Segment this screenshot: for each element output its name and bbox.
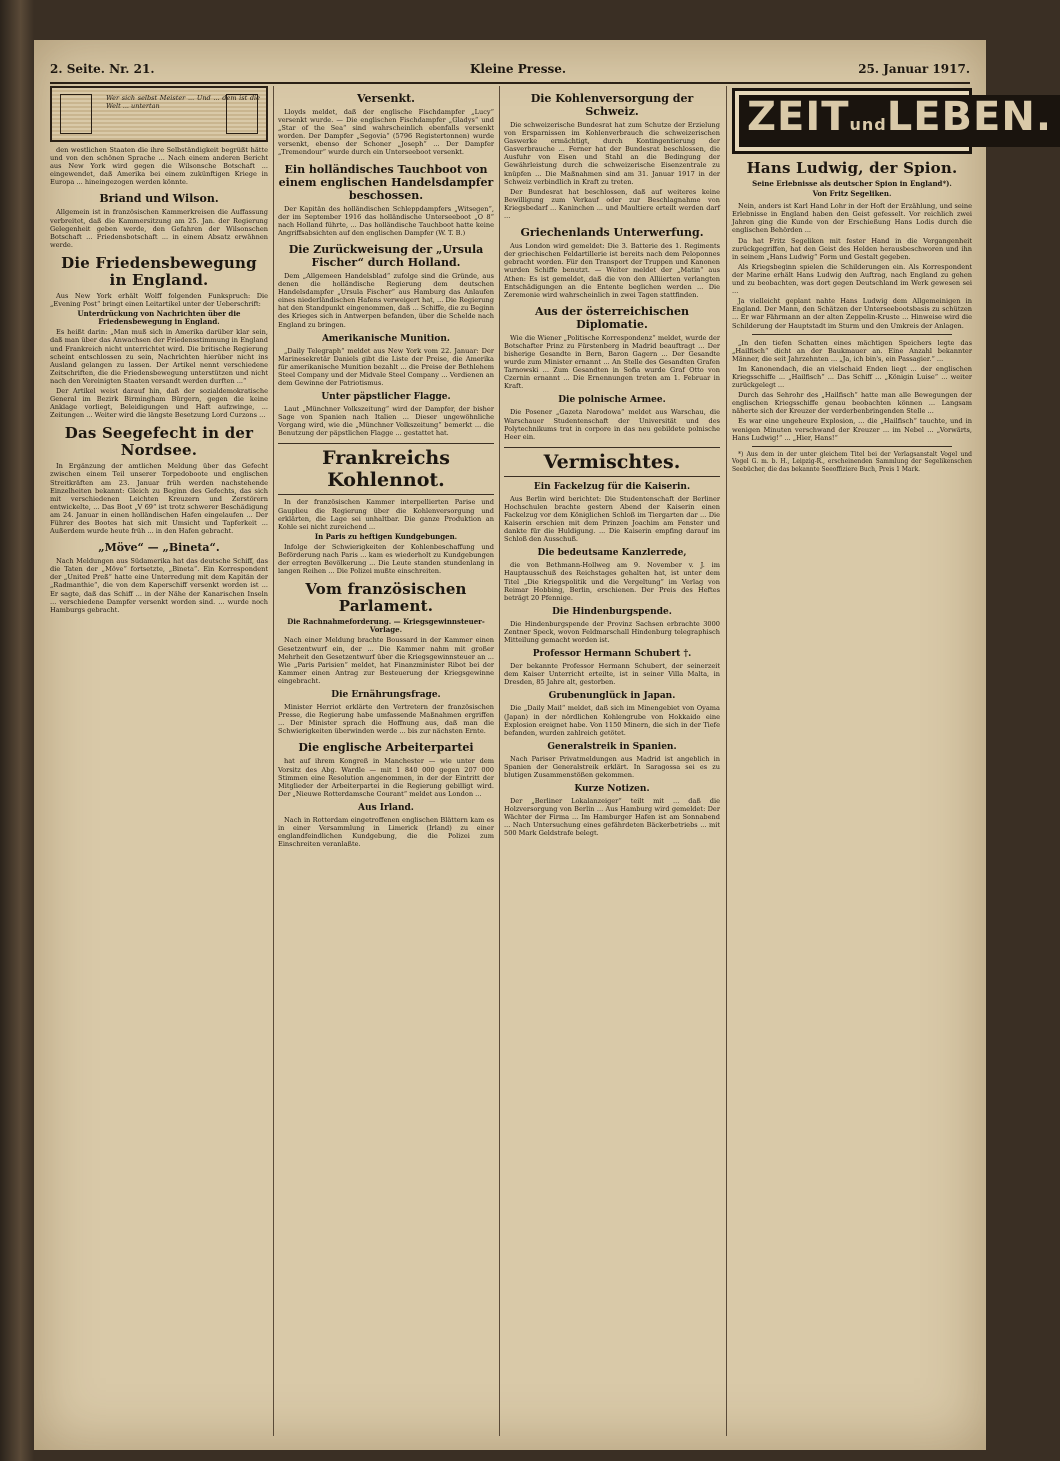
article-text: Lloyds meldet, daß der englische Fischdampfer „Lucy“ versenkt wurde. — Die englischen Fischdampfer „Gladys“ und „Star of the Sea“ sind wahrscheinlich ebenfalls versenkt worden. Der Dampfer „Segovia“ (5796 Registertonnen) wurde versenkt, ebenso der Schoner „Joseph“ ... Der Dampfer „Tremendour“ wurde durch ein Unterseeboot versenkt. [278,108,494,157]
article-text: Der Bundesrat hat beschlossen, daß auf weiteres keine Bewilligung zum Verkauf oder zur Beschlagnahme von Kriegsbedarf ... Kaninchen ... und Maultiere erteilt werden darf ... [504,187,720,221]
article-heading: Generalstreik in Spanien. [547,741,677,752]
article-heading: Ein Fackelzug für die Kaiserin. [533,481,691,492]
ornament-icon [60,94,92,134]
masthead-title: ZEITundLEBEN. [739,95,1060,147]
article-text: Laut „Münchner Volkszeitung“ wird der Dampfer, der bisher Sage von Spanien nach Italien ... Dieser ungewöhnliche Vorgang wird, wie die „Münchner Volkszeitung“ bemerkt ... die Benutzung der päpstlichen Flagge ... gestattet hat. [278,405,494,438]
article-subheading: Die Rachnahmeforderung. — Kriegsgewinnsteuer-Vorlage. [287,617,485,635]
article-text: Der Kapitän des holländischen Schleppdampfers „Witsegen“, der im September 1916 das holländische Unterseeboot „O 8“ nach Holland führte, ... Das holländische Tauchboot hatte keine Angriffsabsichten auf den englischen Dampfer (W. T. B.) [278,204,494,237]
article-heading: Die polnische Armee. [558,395,666,406]
article-heading: Die Friedensbewegung in England. [61,253,257,289]
footnote: *) Aus dem in der unter gleichem Titel bei der Verlagsanstalt Vogel und Vogel G. m. b. H., Leipzig-R., erscheinenden Sammlung der Segelikenschen Seebücher, die das bekannte Seeoffiziere Buch, Preis 1 Mark. [732,450,972,473]
article-text: die von Bethmann-Hollweg am 9. November v. J. im Hauptausschuß des Reichstages gehalten hat, ist unter dem Titel „Die Kriegspolitik und die Vergeltung“ im Verlag von Reimar Hobbing, Berlin, erschienen. Der Preis des Heftes beträgt 20 Pfennige. [504,561,720,602]
article-heading: Briand und Wilson. [99,192,219,206]
story-text: Nein, anders ist Karl Hand Lohr in der Hoft der Erzählung, und seine Erlebnisse in England haben den Geist gefesselt. Vor reichlich zwei Jahren ging die Kunde von der Erschießung Hans Lodis durch die englischen Behörden ... [732,202,972,235]
article-text: Minister Herriot erklärte den Vertretern der französischen Presse, die Regierung habe umfassende Maßnahmen ergriffen ... Der Minister sprach die Hoffnung aus, daß man die Schwierigkeiten überwinden werde ... bis zur nächsten Ernte. [278,703,494,736]
feuilleton-masthead [732,88,1053,154]
story-text: Es war eine ungeheure Explosion, ... die „Hailfisch“ tauchte, und in wenigen Minuten verschwand der Kreuzer ... im Nebel ... „Vorwärts, Hans Ludwig!“ ... „Hier, Hans!“ [732,417,972,442]
article-text: Allgemein ist in französischen Kammerkreisen die Auffassung verbreitet, daß die Kammersitzung am 25. Jan. der Regierung Gelegenheit geben werde, den Gefahren der Wilsonschen Botschaft ... Friedensbotschaft ... in einem Absatz erwähnen werde. [50,208,268,249]
article-text: In der französischen Kammer interpellierten Parise und Gauplieu die Regierung über die Kohlenversorgung und erklärten, die Lage sei unhaltbar. Die ganze Produktion an Kohle sei nicht zureichend ... [278,498,494,531]
column-1 [50,86,268,1436]
column-rule [273,86,274,1436]
article-heading: Griechenlands Unterwerfung. [520,226,704,240]
article-text: Aus Berlin wird berichtet: Die Studentenschaft der Berliner Hochschulen brachte gestern Abend der Kaiserin einen Fackelzug vor dem Königlichen Schloß im Tiergarten dar ... Die Kaiserin erschien mit dem Prinzen Joachim am Fenster und dankte für die Huldigung. ... Die Kaiserin empfing darauf im Schloß den Ausschuß. [504,494,720,544]
article-text: hat auf ihrem Kongreß in Manchester — wie unter dem Vorsitz des Abg. Wardle — mit 1 840 000 gegen 207 000 Stimmen eine Resolution angenommen, in der der Eintritt der Mitglieder der Arbeiterpartei in die Regierung gebilligt wird. Der „Nieuwe Rotterdamsche Courant“ meldet aus London ... [278,757,494,798]
article-text: In Ergänzung der amtlichen Meldung über das Gefecht zwischen einem Teil unserer Torpedoboote und englischen Streitkräften am 23. Januar früh werden nachstehende Einzelheiten bekannt: Gleich zu Beginn des Gefechts, das sich mit verschiedenen Leichten Kreuzern und Zerstörern entwickelte, ... Das Boot „V 69“ ist trotz schwerer Beschädigung am 24. Januar in einen holländischen Hafen eingelaufen ... Der Führer des Bootes hat sich mit Umsicht und Tapferkeit ... Außerdem wurde heute früh ... in den Hafen gebracht. [50,462,268,536]
article-subheading: In Paris zu heftigen Kundgebungen. [314,531,458,541]
story-title: Hans Ludwig, der Spion. [746,159,958,177]
story-text: Da hat Fritz Segeliken mit fester Hand in die Vergangenheit zurückgegriffen, hat den Geist des Helden herausbeschworen und ihn in seinem „Hans Ludwig“ Form und Gestalt gegeben. [732,236,972,261]
article-text: „Daily Telegraph“ meldet aus New York vom 22. Januar: Der Marinesekretär Daniels gibt die Liste der Preise, die Amerika für amerikanische Munition bezahlt ... die Preise der Bethlehem Steel Company und der Midvale Steel Company ... Verdienen an dem Gewinne der Patriotismus. [278,346,494,387]
article-heading: Die Zurückweisung der „Ursula Fischer“ durch Holland. [288,242,484,269]
article-text: Aus New York erhält Wolff folgenden Funkspruch: Die „Evening Post“ bringt einen Leitartikel unter der Ueberschrift: [50,291,268,309]
story-text: Als Kriegsbeginn spielen die Schilderungen ein. Als Korrespondent der Marine erhält Hans Ludwig den Auftrag, nach England zu gehen und zu beobachten, was dort gegen Deutschland im Werk gewesen sei ... [732,262,972,296]
article-heading: Vom französischen Parlament. [305,580,467,616]
story-text: Durch das Sehrohr des „Hailfisch“ hatte man alle Bewegungen der englischen Kriegsschiffe genau beobachten können ... Langsam näherte sich der Kreuzer der verderbenbringenden Stelle ... [732,391,972,416]
article-heading: Versenkt. [356,92,416,105]
article-heading: Die bedeutsame Kanzlerrede, [537,548,687,559]
article-text: Die Hindenburgspende der Provinz Sachsen erbrachte 3000 Zentner Speck, wovon Feldmarschall Hindenburg telegraphisch Mitteilung gemacht worden ist. [504,619,720,645]
article-heading: Die Kohlenversorgung der Schweiz. [530,92,694,118]
divider [752,446,952,447]
story-text: Ja vielleicht geplant nahte Hans Ludwig dem Allgemeinigen in England. Der Mann, den Schätzen der Unterseebootsbasis zu schützen ... Er war Fährmann an der alten Zeppelin-Kruste ... Hinweise wird die Schilderung der Hauptstadt im Sturm und den Umkreis der Anlagen. [732,297,972,330]
article-text: Der Artikel weist darauf hin, daß der sozialdemokratische General im Bezirk Birmingham Bürgern, gegen die keine Anklage vorliegt, Beleidigungen und Haft aufzwinge, ... Zeitungen ... Weiter wird die längste Besetzung Lord Curzons ... [50,386,268,420]
article-heading: Professor Hermann Schubert †. [532,649,692,660]
story-text: Im Kanonendach, die an vielschaid Enden liegt ... der englischen Kriegsschiffe ... „Hailfisch“ ... Das Schiff ... „Königin Luise“ ... weiter zurückgelegt ... [732,364,972,390]
article-heading: Unter päpstlicher Flagge. [321,392,451,403]
story-author: Von Fritz Segeliken. [812,189,892,199]
article-text: Es heißt darin: „Man muß sich in Amerika darüber klar sein, daß man über das Anwachsen der Friedensstimmung in England und Frankreich nicht unterrichtet wird. Die britische Regierung scheint entschlossen zu sein, Nachrichten hierüber nicht ins Ausland gelangen zu lassen. Der Artikel nennt verschiedene Zeitschriften, die die Friedensbewegung unterstützen und nicht nach den Vereinigten Staaten versandt werden durften ...“ [50,328,268,385]
story-subtitle: Seine Erlebnisse als deutscher Spion in England*). [752,179,952,188]
article-heading: Das Seegefecht in der Nordsee. [64,424,254,460]
article-heading: Kurze Notizen. [574,784,650,795]
book-binding [0,0,34,1461]
article-heading: „Möve“ — „Bineta“. [98,541,220,555]
newspaper-title: Kleine Presse. [470,62,567,76]
article-heading: Aus Irland. [358,802,414,813]
story-text: „In den tiefen Schatten eines mächtigen Speichers legte das „Hailfisch“ dicht an der Baukmauer an. Eine Anzahl bekannter Männer, die seit Jahrzehnten ... „Ja, ich bin's, ein Passagier.“ ... [732,338,972,363]
newspaper-page [34,40,1053,1450]
article-text: Infolge der Schwierigkeiten der Kohlenbeschaffung und Beförderung nach Paris ... kam es wiederholt zu Kundgebungen der erregten Bevölkerung ... Die Leute standen stundenlang in langen Reihen ... Die Polizei mußte einschreiten. [278,542,494,576]
article-text: Der „Berliner Lokalanzeiger“ teilt mit ... daß die Holzversorgung von Berlin ... Aus Hamburg wird gemeldet: Der Wächter der Firma ... Im Hamburger Hafen ist am Sonnabend ... Nach Untersuchung eines gefährdeten Bäckerbetriebs ... mit 500 Mark Geldstrafe belegt. [504,797,720,838]
article-text: Nach Meldungen aus Südamerika hat das deutsche Schiff, das die Taten der „Möve“ fortsetzte, „Bineta“. Ein Korrespondent der „United Preß“ hatte eine Unterredung mit dem Kapitän der „Radmanthie“, die von dem Kaperschiff versenkt worden ist ... Er sagte, daß das Schiff ... in der Nähe der Kanarischen Inseln ... verschiedene Dampfer versenkt worden sind. ... wurde noch Hamburgs gebracht. [50,557,268,614]
article-text: Nach in Rotterdam eingetroffenen englischen Blättern kam es in einer Versammlung in Limerick (Irland) zu einer englandfeindlichen Kundgebung, die die Polizei zum Einschreiten veranlaßte. [278,815,494,849]
column-rule [726,86,727,1436]
article-text: Die schweizerische Bundesrat hat zum Schutze der Erzielung von Ersparnissen im Kohlenverbrauch die schweizerischen Gaswerke ermächtigt, durch Kontingentierung der Gasverbrauche ... Ferner hat der Bundesrat beschlossen, die Ausfuhr von Eisen und Stahl an die Bedingung der Gewährleistung durch die schweizerische Eisenzentrale zu knüpfen ... Die Maßnahmen sind am 31. Januar 1917 in der Schweiz verbindlich in Kraft zu treten. [504,121,720,186]
column-3 [504,86,720,1436]
article-text: Nach Pariser Privatmeldungen aus Madrid ist angeblich in Spanien der Generalstreik erklärt. In Saragossa sei es zu blutigen Zusammenstößen gekommen. [504,754,720,779]
column-2 [278,86,494,1436]
article-heading: Grubenunglück in Japan. [548,691,676,702]
page-header [50,60,970,84]
column-4 [732,86,1053,1436]
article-heading: Die Ernährungsfrage. [331,690,441,701]
article-text: Die „Daily Mail“ meldet, daß sich im Minengebiet von Oyama (Japan) in der nördlichen Kohlengrube von Hokkaido eine Explosion ereignet habe. Von 1150 Minern, die sich in der Tiefe befanden, wurden zahlreich getötet. [504,704,720,737]
article-text: Aus London wird gemeldet: Die 3. Batterie des 1. Regiments der griechischen Feldartillerie ist bereits nach dem Peloponnes gebracht worden. Für den Transport der Truppen und Kanonen wurden Schiffe benutzt. — Weiter meldet der „Matin“ aus Athen: Es ist gemeldet, daß die von den Alliierten verlangten Entschädigungen an die Entente beglichen werden ... Die Zeremonie wird wahrscheinlich in zwei Tagen stattfinden. [504,242,720,299]
column-rule [499,86,500,1436]
article-text: Nach einer Meldung brachte Boussard in der Kammer einen Gesetzentwurf ein, der ... Die Kammer nahm mit großer Mehrheit den Gesetzentwurf über die Kriegsgewinnsteuer an ... Wie „Paris Parisien“ meldet, hat Finanzminister Ribot bei der Kammer einen Antrag zur Besteuerung der Kriegsgewinne eingebracht. [278,636,494,685]
article-heading: Frankreichs Kohlennot. [278,443,494,495]
article-heading: Die Hindenburgspende. [552,606,672,617]
article-heading: Amerikanische Munition. [321,333,451,344]
article-heading: Die englische Arbeiterpartei [298,741,474,755]
article-text: den westlichen Staaten die ihre Selbständigkeit begrüßt hätte und von den schönen Sprache ... Nach einem anderen Bericht aus New York wird gegen die Wilsonsche Botschaft ... eingewendet, daß Amerika bei einem zukünftigen Kriege in Europa ... hineingezogen werden könnte. [50,146,268,187]
article-text: Die Posener „Gazeta Narodowa“ meldet aus Warschau, die Warschauer Studentenschaft der Universität und des Polytechnikums trat in corpore in das neu gebildete polnische Heer ein. [504,408,720,441]
article-heading: Ein holländisches Tauchboot von einem englischen Handelsdampfer beschossen. [278,162,494,202]
section-heading: Vermischtes. [504,447,720,477]
ornament-icon [226,94,258,134]
article-text: Wie die Wiener „Politische Korrespondenz“ meldet, wurde der Botschafter Prinz zu Fürstenberg in Madrid beauftragt ... Der bisherige Gesandte in Bern, Baron Gagern ... Der Gesandte wurde zum Minister ernannt ... An Stelle des Gesandten Grafen Tarnowski ... Zum Gesandten in Sofia wurde Graf Otto von Czernin ernannt ... Die Ernennungen treten am 1. Februar in Kraft. [504,333,720,391]
motto-text: Wer sich selbst Meister ... Und ... dem ist die Welt ... untertan [106,94,260,110]
article-text: Dem „Allgemeen Handelsblad“ zufolge sind die Gründe, aus denen die holländische Regierung dem deutschen Handelsdampfer „Ursula Fischer“ aus Hamburg das Anlaufen eines niederländischen Hafens verweigert hat, ... Die Regierung hat den Standpunkt eingenommen, daß ... Schiffe, die zu Beginn des Krieges sich in Antwerpen befanden, über die Schelde nach England zu bringen. [278,271,494,329]
article-subheading: Unterdrückung von Nachrichten über die Friedensbewegung in England. [77,309,241,327]
article-heading: Aus der österreichischen Diplomatie. [534,304,689,331]
page-number: 2. Seite. Nr. 21. [50,62,155,76]
ornament-box [50,86,268,142]
divider [752,334,952,335]
article-text: Der bekannte Professor Hermann Schubert, der seinerzeit dem Kaiser Unterricht erteilte, ist in seiner Villa Malta, in Dresden, 85 Jahre alt, gestorben. [504,662,720,687]
issue-date: 25. Januar 1917. [858,62,970,76]
